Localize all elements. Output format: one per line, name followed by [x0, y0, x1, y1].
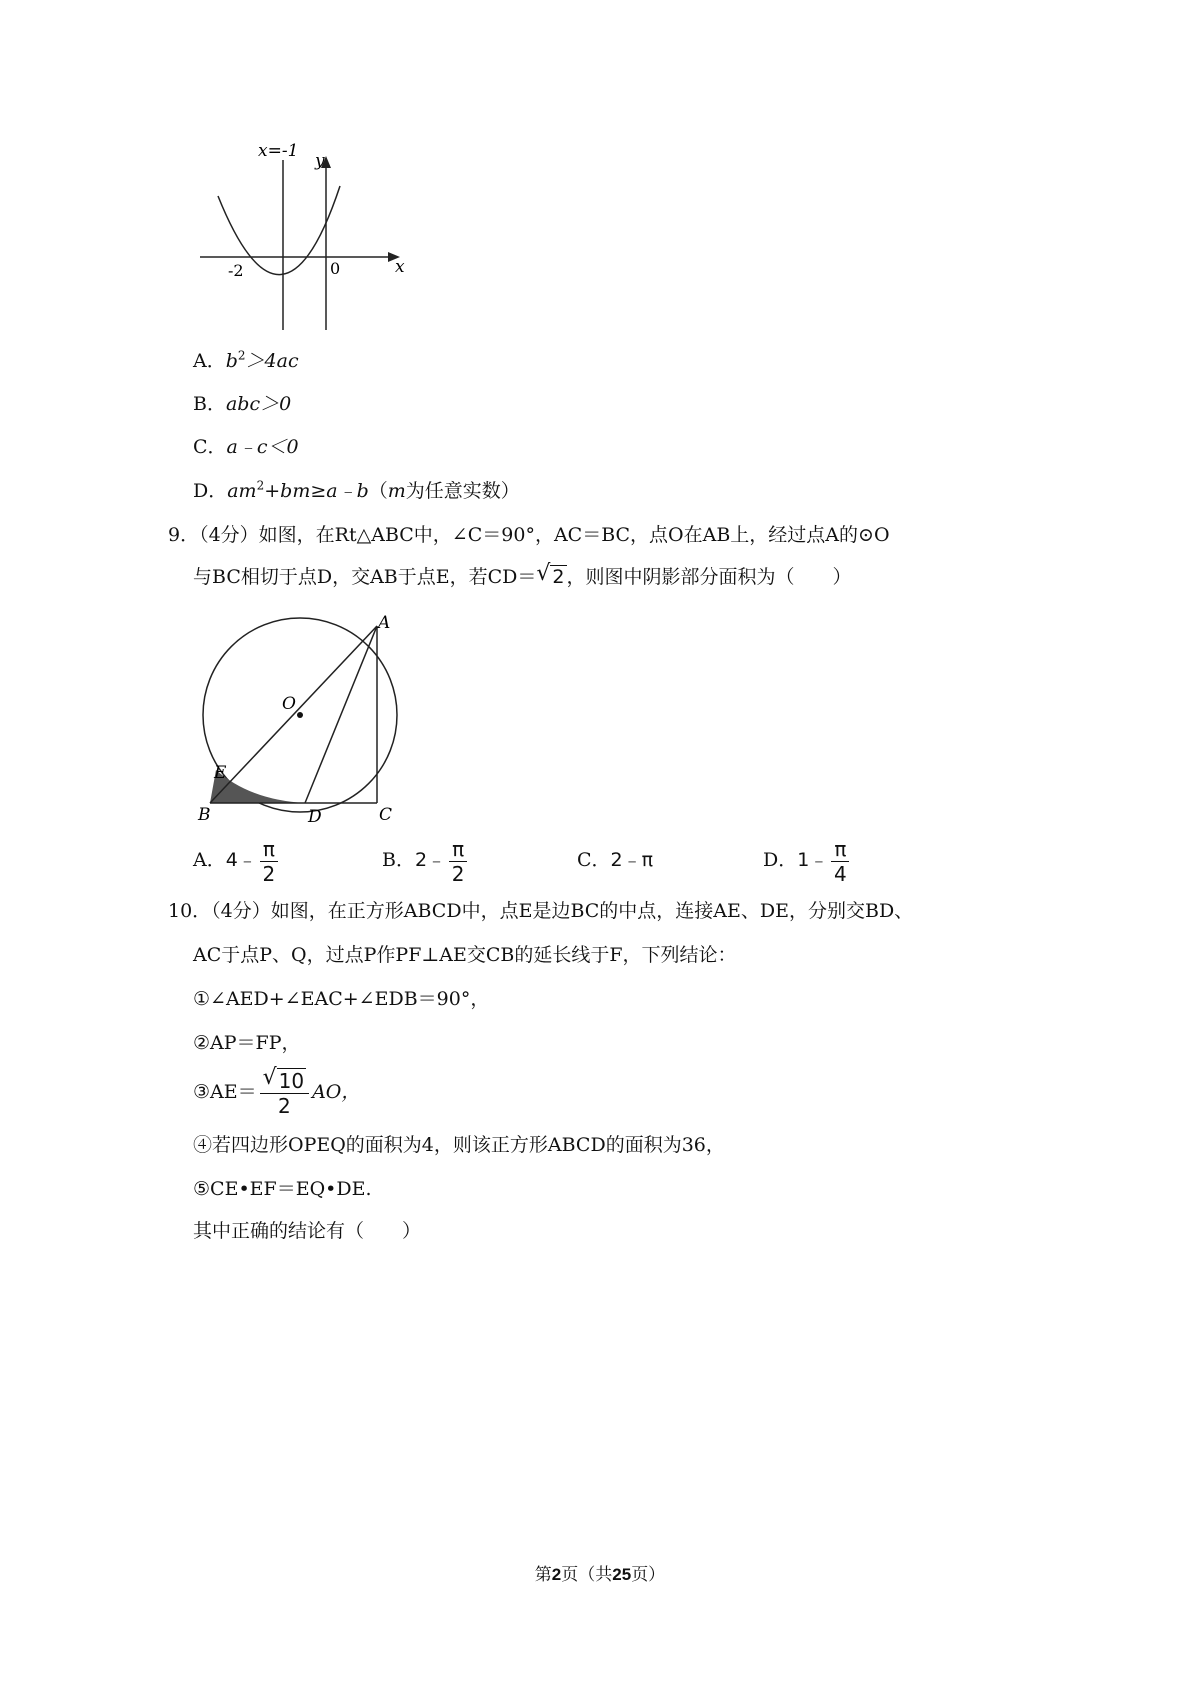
- q10-conclusion-1: ①∠AED+∠EAC+∠EDB＝90°，: [193, 988, 490, 1010]
- fraction: [260, 837, 278, 886]
- footer-text: 页（共: [561, 1565, 613, 1585]
- point-d-label: D: [308, 807, 322, 827]
- fraction: [449, 837, 467, 886]
- zero-label: 0: [330, 259, 341, 278]
- q10-conclusion-4: ④若四边形OPEQ的面积为4，则该正方形ABCD的面积为36，: [193, 1134, 725, 1156]
- q9-option-c: [577, 834, 653, 886]
- superscript: 2: [237, 348, 246, 363]
- option-letter: C．: [577, 849, 611, 871]
- q9-stem-text: ，则图中阴影部分面积为（ ）: [566, 566, 852, 588]
- fraction-denominator: 2: [262, 861, 276, 886]
- option-text: 4﹣: [225, 849, 257, 871]
- point-o-label: O: [282, 694, 296, 714]
- option-text: b: [225, 350, 238, 372]
- q10-stem-line1: 10．（4分）如图，在正方形ABCD中，点E是边BC的中点，连接AE、DE，分别交BD、: [168, 900, 914, 922]
- q8-option-c: [193, 434, 299, 460]
- fraction-denominator: 2: [277, 1093, 291, 1118]
- option-text: +bm≥a﹣b: [264, 480, 369, 502]
- fraction-numerator: [260, 1069, 309, 1094]
- q10-conclusion-2: ②AP＝FP，: [193, 1032, 301, 1054]
- sqrt-expression: [263, 1069, 306, 1093]
- option-letter: B．: [193, 393, 226, 415]
- option-letter: A．: [193, 350, 226, 372]
- option-letter: A．: [193, 849, 226, 871]
- q8-option-d: [193, 478, 520, 504]
- fraction: [831, 837, 849, 886]
- option-text: m: [387, 480, 406, 502]
- q8-option-b: [193, 391, 291, 417]
- y-axis-label: y: [315, 151, 325, 171]
- page-footer: [0, 1560, 1200, 1585]
- sqrt-expression: [536, 564, 566, 590]
- option-letter: D．: [763, 849, 798, 871]
- option-text: （: [368, 480, 388, 502]
- q10-conclusion-5: ⑤CE•EF＝EQ•DE.: [193, 1178, 372, 1200]
- option-text: am: [227, 480, 257, 502]
- option-text: 2﹣π: [610, 849, 654, 871]
- option-text: 为任意实数）: [405, 480, 520, 502]
- fraction-denominator: 4: [833, 861, 847, 886]
- page-number: 2: [551, 1565, 562, 1584]
- q9-option-a: [193, 834, 281, 886]
- q10-stem-line2: AC于点P、Q，过点P作PF⊥AE交CB的延长线于F，下列结论：: [193, 944, 737, 966]
- q8-option-a: [193, 348, 299, 374]
- option-text: 1﹣: [797, 849, 829, 871]
- fraction-denominator: 2: [451, 861, 465, 886]
- x-axis-label: x: [395, 257, 405, 277]
- q9-stem-line1: 9．（4分）如图，在Rt△ABC中，∠C＝90°，AC＝BC，点O在AB上，经过点A的⊙O: [168, 524, 890, 546]
- total-pages: 25: [612, 1565, 632, 1584]
- footer-text: 第: [534, 1565, 552, 1585]
- neg2-label: -2: [228, 261, 244, 280]
- option-text: ＞4ac: [245, 350, 299, 372]
- point-c-label: C: [379, 805, 393, 825]
- option-text: abc＞0: [225, 393, 292, 415]
- superscript: 2: [256, 478, 265, 493]
- parabola-figure: [190, 138, 420, 338]
- option-letter: C．: [193, 436, 227, 458]
- sqrt-radicand: 10: [278, 1068, 305, 1093]
- sqrt-radicand: 2: [552, 566, 565, 588]
- q10-conclusion-3: [193, 1066, 360, 1118]
- q10-question: 其中正确的结论有（ ）: [193, 1220, 422, 1242]
- q9-stem-line2: [193, 564, 852, 590]
- option-letter: B．: [382, 849, 415, 871]
- point-b-label: B: [198, 805, 211, 825]
- fraction-numerator: π: [831, 837, 849, 862]
- conclusion-text: ③AE＝: [193, 1081, 257, 1103]
- fraction-numerator: π: [449, 837, 467, 862]
- point-e-label: E: [214, 763, 227, 783]
- conclusion-text: AO，: [312, 1081, 361, 1103]
- option-letter: D．: [193, 480, 228, 502]
- q9-option-d: [763, 834, 852, 886]
- q9-stem-text: 与BC相切于点D，交AB于点E，若CD＝: [193, 566, 537, 588]
- footer-text: 页）: [631, 1565, 666, 1585]
- x-eq-label: x=-1: [258, 141, 299, 161]
- fraction: [260, 1069, 309, 1118]
- q9-option-b: [382, 834, 470, 886]
- option-text: 2﹣: [414, 849, 447, 871]
- option-text: a﹣c＜0: [226, 436, 299, 458]
- circle-triangle-figure: [190, 610, 430, 830]
- fraction-numerator: π: [260, 837, 278, 862]
- point-a-label: A: [378, 613, 391, 633]
